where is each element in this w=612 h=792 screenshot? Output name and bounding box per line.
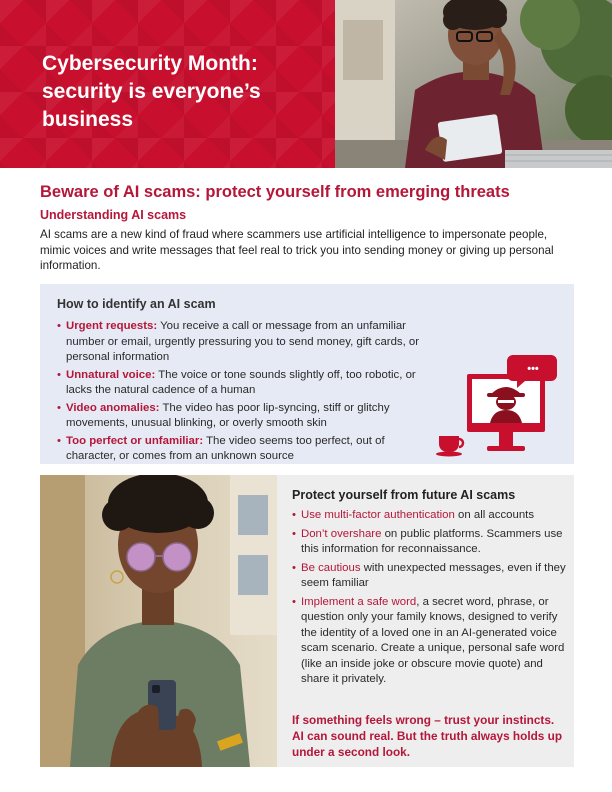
man-with-tablet-image [335,0,612,168]
hacker-monitor-illustration [435,352,565,460]
list-item [57,368,437,399]
list-item-text: on public platforms. Scammers use this information for reconnaissance. [301,527,563,555]
woman-with-phone-photo [40,475,277,767]
list-item [292,527,567,558]
title-banner [0,0,335,168]
identify-list [57,319,437,467]
list-item-term: Video anomalies: [66,401,160,414]
header-photo-man-with-tablet [335,0,612,168]
list-item [57,319,437,366]
list-item-term: Urgent requests: [66,320,158,332]
identify-title: How to identify an AI scam [57,297,216,311]
list-item-term: Don’t overshare [301,527,382,540]
list-item-text: The voice or tone sounds slightly off, too robotic, or lacks the natural cadence of a human [66,368,416,396]
list-item [292,508,567,524]
list-item [292,595,567,688]
list-item-text: with unexpected messages, even if they seem familiar [301,561,566,589]
list-item [57,434,437,465]
callout-text: If something feels wrong – trust your instincts. AI can sound real. But the truth always holds up under a second look. [292,713,563,759]
protect-list [292,508,567,691]
intro-paragraph: AI scams are a new kind of fraud where scammers use artificial intelligence to impersonate people, mimic voices and write messages that feel real to trick you into sending money or giving up personal information. [40,228,554,272]
list-item-term: Too perfect or unfamiliar: [66,434,204,447]
list-item-text: on all accounts [454,509,535,521]
coffee-cup-icon [439,436,459,452]
list-item-term: Be cautious [301,561,361,574]
woman-with-phone-image [40,475,277,767]
list-item-text: , a secret word, phrase, or question only your family knows, designed to verify the identity of a loved one in an AI-generated voice scam scenario. Create a unique, personal safe word (like an inside joke or obscure movie quote) and share it privately. [301,595,565,685]
protect-yourself-box [277,475,574,767]
list-item-term: Use multi-factor authentication [301,509,455,521]
list-item-term: Implement a safe word [301,595,417,608]
page-title: Cybersecurity Month: security is everyone’s business [42,52,261,131]
list-item [57,401,437,432]
list-item [292,561,567,592]
list-item-text: The video seems too perfect, out of character, or comes from an unknown source [66,434,385,462]
sub-heading: Understanding AI scams [40,208,187,222]
chat-bubble-dots: ••• [527,363,539,375]
list-item-text: The video has poor lip-syncing, stiff or glitchy movements, unusual blinking, or overly smooth skin [66,401,390,429]
section-heading: Beware of AI scams: protect yourself from emerging threats [40,183,510,201]
identify-scam-box [40,284,574,464]
list-item-term: Unnatural voice: [66,368,156,381]
protect-title: Protect yourself from future AI scams [292,488,516,502]
header [0,0,612,168]
list-item-text: You receive a call or message from an unfamiliar number or email, urgently pressuring you to send money, gift cards, or personal information [66,320,420,363]
